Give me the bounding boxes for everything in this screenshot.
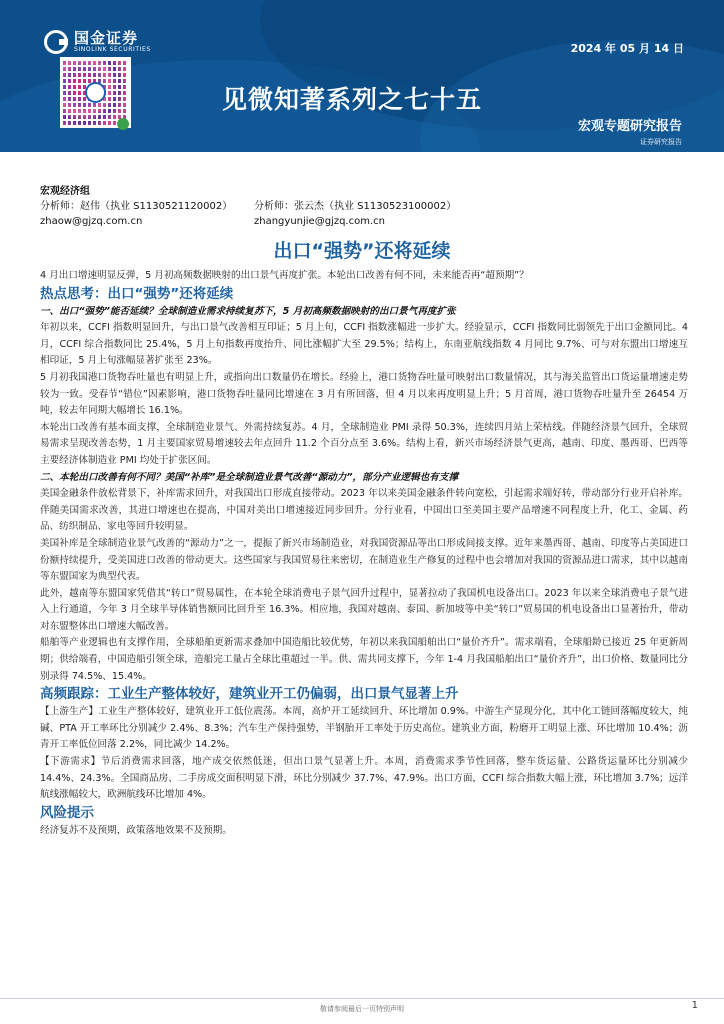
paragraph: 此外，越南等东盟国家凭借其“转口”贸易属性，在本轮全球消费电子景气回升过程中，显著拉动了我国机电设备出口。2023 年以来全球消费电子景气进入上行通道，今年 3 月全球半导体销售额同比回升至 16.3%。相应地，我国对越南、泰国、新加坡等中美“转口”贸易国的机电设备出口显著抬升，带动对东盟整体出口增速大幅改善。 [40, 587, 688, 632]
header-banner [0, 0, 724, 152]
page-number: 1 [691, 1000, 698, 1011]
report-body [40, 268, 688, 839]
analyst-1: 分析师：赵伟（执业 S1130521120002） [40, 201, 233, 212]
report-headline: 出口“强势”还将延续 [273, 240, 451, 262]
logo-icon [44, 30, 68, 54]
report-type: 宏观专题研究报告 [577, 119, 682, 134]
logo-name-en: SINOLINK SECURITIES [74, 45, 151, 53]
paragraph: 船舶等产业逻辑也有支撑作用，全球船舶更新需求叠加中国造船比较优势，年初以来我国船舶出口“量价齐升”。需求端看，全球船龄已接近 25 年更新周期；供给端看，中国造船引领全球，造船完工量占全球比重超过一半。供、需共同支撑下，今年 1-4 月我国船舶出口“量价齐升”，出口价格、数量同比分别录得 74.5%、15.4%。 [40, 637, 688, 682]
paragraph: 美国金融条件放松背景下，补库需求回升，对我国出口形成直接带动。2023 年以来美国金融条件转向宽松，引起需求端好转，带动部分行业开启补库。伴随美国需求改善，其进口增速也在提高，中国对美出口增速接近同步回升。分行业看，中国出口至美国主要产品增速不同程度上升，化工、金属、药品、纺织制品、家电等回升较明显。 [40, 488, 688, 533]
paragraph: 经济复苏不及预期，政策落地效果不及预期。 [40, 824, 232, 836]
qr-center-logo-icon [85, 82, 106, 103]
paragraph: 美国补库是全球制造业景气改善的“源动力”之一，提振了新兴市场制造业，对我国资源品等出口形成间接支撑。近年来墨西哥、越南、印度等占美国进口份额持续提升，受美国进口改善的带动更大。这些国家与我国贸易往来密切，在制造业生产修复的过程中也会增加对我国的资源品进口需求，其中以越南等东盟国家为典型代表。 [40, 537, 688, 583]
lead-paragraph: 4 月出口增速明显反弹，5 月初高频数据映射的出口景气再度扩张。本轮出口改善有何不同，未来能否再“超预期”？ [40, 270, 529, 281]
section-heading-hot-topic: 热点思考：出口“强势”还将延续 [40, 285, 234, 302]
research-group: 宏观经济组 [40, 186, 90, 197]
analyst-2: 分析师：张云杰（执业 S1130523100002） [254, 201, 457, 212]
section-heading-risk: 风险提示 [40, 804, 94, 821]
paragraph: 本轮出口改善有基本面支撑，全球制造业景气、外需持续复苏。4 月，全球制造业 PMI 录得 50.3%，连续四月站上荣枯线。伴随经济景气回升，全球贸易需求呈现改善态势，1 月主要国家贸易增速较去年点回升 11.2 个百分点至 3.6%。结构上看，新兴市场经济景气更高，越南、印度、墨西哥、巴西等主要经济体制造业 PMI 均处于扩张区间。 [40, 421, 688, 466]
logo-name-cn: 国金证券 [74, 28, 139, 47]
paragraph: 【上游生产】工业生产整体较好，建筑业开工低位震荡。本周，高炉开工延续回升、环比增加 0.9%。中游生产显现分化，其中化工链回落幅度较大，纯碱、PTA 开工率环比分别减少 2.4%、8.3%；汽车生产保持强势，半钢胎开工率处于历史高位。建筑业方面，粉磨开工明显上涨、环比增加 10.4%；沥青开工率低位回落 2.2%，同比减少 14.2%。 [40, 706, 688, 751]
paragraph: 5 月初我国港口货物吞吐量也有明显上升，或指向出口数量仍在增长。经验上，港口货物吞吐量可映射出口数量情况，其与海关监管出口货运量增速走势较为一致。受春节“错位”因素影响，港口货物吞吐量同比增速在 3 月有所回落，但 4 月以来再度明显上升；5 月首周，港口货物吞吐量升至 26454 万吨，较去年同期大幅增长 16.1%。 [40, 371, 688, 417]
analyst-block [40, 184, 456, 229]
analyst-2-email[interactable]: zhangyunjie@gjzq.com.cn [254, 216, 385, 227]
report-date: 2024 年 05 月 14 日 [570, 42, 684, 55]
footer-notice[interactable]: 敬请参阅最后一页特别声明 [320, 1005, 404, 1013]
analyst-1-email[interactable]: zhaow@gjzq.com.cn [40, 216, 143, 227]
company-logo [44, 30, 151, 54]
section-heading-tracking: 高频跟踪：工业生产整体较好，建筑业开工仍偏弱，出口景气显著上升 [40, 686, 459, 703]
qr-badge-icon [117, 118, 129, 130]
footer-divider [0, 998, 724, 999]
paragraph: 年初以来，CCFI 指数明显回升，与出口景气改善相互印证；5 月上旬，CCFI 指数涨幅进一步扩大。经验显示，CCFI 指数同比弱领先于出口金额同比。4 月，CCFI 综合指数同比 25.4%，5 月上旬指数再度抬升、同比涨幅扩大至 29.5%；结构上，东南亚航线指数 4 月同比 9.7%、可与对东盟出口增速互相印证，5 月上旬涨幅显著扩张至 23%。 [40, 322, 688, 367]
report-subtype: 证券研究报告 [640, 138, 682, 146]
subheading-2: 二、本轮出口改善有何不同？美国“补库”是全球制造业景气改善“源动力”，部分产业逻辑也有支撑 [40, 471, 459, 483]
paragraph: 【下游需求】节后消费需求回落，地产成交依然低迷，但出口景气显著上升。本周，消费需求季节性回落，整车货运量、公路货运量环比分别减少 14.4%、24.3%。全国商品房、二手房成交面积明显下滑，环比分别减少 37.7%、47.9%。出口方面，CCFI 综合指数大幅上涨，环比增加 3.7%；远洋航线涨幅较大，欧洲航线环比增加 4%。 [40, 756, 688, 801]
series-title: 见微知著系列之七十五 [222, 85, 483, 114]
subheading-1: 一、出口“强势”能否延续？全球制造业需求持续复苏下，5 月初高频数据映射的出口景气再度扩张 [40, 305, 456, 317]
